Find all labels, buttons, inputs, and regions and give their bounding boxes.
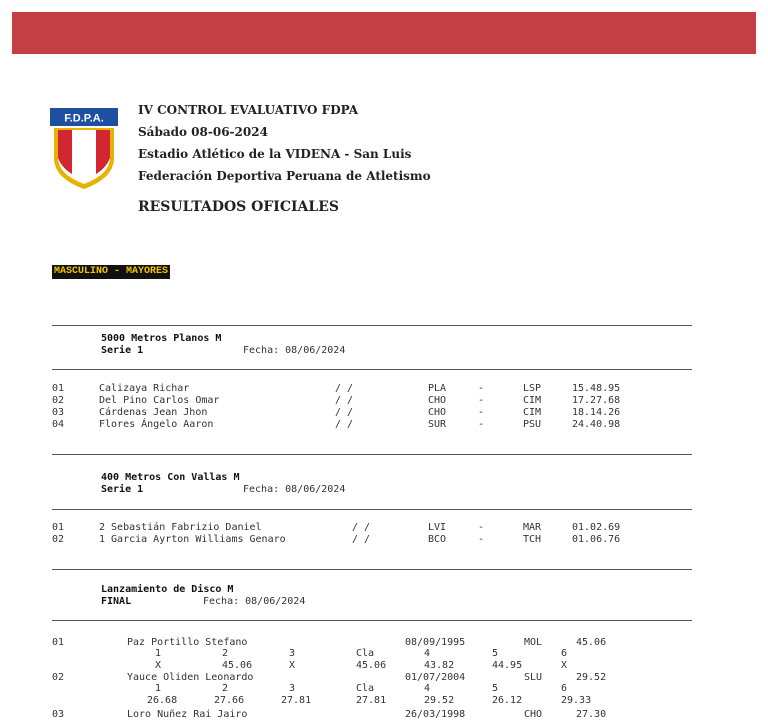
attempt-number: 6 (561, 683, 568, 694)
place: 03 (52, 407, 65, 418)
attempt-mark: X (561, 660, 568, 671)
attempt-mark: 26.68 (147, 695, 178, 706)
attempt-mark: 45.06 (356, 660, 387, 671)
divider (52, 509, 692, 510)
attempt-number: 3 (289, 648, 296, 659)
divider (52, 569, 692, 570)
mark: 29.52 (576, 672, 607, 683)
attempt-mark: 43.82 (424, 660, 455, 671)
region: LSP (523, 383, 542, 394)
birth-date: / / (335, 395, 354, 406)
event-round: Serie 1 (101, 484, 144, 495)
birth-date: / / (352, 534, 371, 545)
club: CHO (428, 395, 447, 406)
event-name: 5000 Metros Planos M (101, 333, 222, 344)
athlete-name: Del Pino Carlos Omar (99, 395, 220, 406)
event-date: Fecha: 08/06/2024 (243, 484, 346, 495)
club: SLU (524, 672, 543, 683)
attempt-mark: 45.06 (222, 660, 253, 671)
club: CHO (428, 407, 447, 418)
region: MAR (523, 522, 542, 533)
birth-date: / / (335, 383, 354, 394)
attempt-mark: 27.81 (281, 695, 312, 706)
birth-date: / / (335, 419, 354, 430)
club: CHO (524, 709, 543, 720)
event-date: Fecha: 08/06/2024 (243, 345, 346, 356)
separator: - (478, 419, 485, 430)
birth-date: / / (335, 407, 354, 418)
category-label: MASCULINO - MAYORES (54, 266, 169, 277)
club: MOL (524, 637, 543, 648)
attempt-number: 1 (155, 683, 162, 694)
athlete-name: Loro Nuñez Rai Jairo (127, 709, 248, 720)
athlete-name: Yauce Oliden Leonardo (127, 672, 254, 683)
place: 01 (52, 637, 65, 648)
attempt-number: 1 (155, 648, 162, 659)
attempt-number: 4 (424, 648, 431, 659)
place: 02 (52, 395, 65, 406)
attempt-number: Cla (356, 648, 375, 659)
attempt-number: Cla (356, 683, 375, 694)
attempt-number: 2 (222, 648, 229, 659)
mark: 17.27.68 (572, 395, 621, 406)
place: 01 (52, 383, 65, 394)
athlete-name: 2 Sebastián Fabrizio Daniel (99, 522, 262, 533)
event-name: 400 Metros Con Vallas M (101, 472, 240, 483)
place: 01 (52, 522, 65, 533)
mark: 27.30 (576, 709, 607, 720)
birth-date: 08/09/1995 (405, 637, 466, 648)
top-banner (12, 12, 756, 54)
event-round: Serie 1 (101, 345, 144, 356)
attempt-mark: X (155, 660, 162, 671)
mark: 24.40.98 (572, 419, 621, 430)
attempt-mark: 29.33 (561, 695, 592, 706)
event-round: FINAL (101, 596, 132, 607)
separator: - (478, 395, 485, 406)
athlete-name: Cárdenas Jean Jhon (99, 407, 208, 418)
attempt-number: 6 (561, 648, 568, 659)
mark: 01.02.69 (572, 522, 621, 533)
attempt-mark: 27.66 (214, 695, 245, 706)
attempt-mark: 29.52 (424, 695, 455, 706)
athlete-name: Calizaya Richar (99, 383, 190, 394)
attempt-number: 5 (492, 683, 499, 694)
club: LVI (428, 522, 447, 533)
region: CIM (523, 407, 542, 418)
mark: 01.06.76 (572, 534, 621, 545)
athlete-name: Paz Portillo Stefano (127, 637, 248, 648)
separator: - (478, 407, 485, 418)
attempt-mark: 27.81 (356, 695, 387, 706)
federation-name: Federación Deportiva Peruana de Atletismo (138, 169, 431, 183)
attempt-number: 4 (424, 683, 431, 694)
separator: - (478, 383, 485, 394)
attempt-mark: 26.12 (492, 695, 523, 706)
divider (52, 454, 692, 455)
athlete-name: 1 Garcia Ayrton Williams Genaro (99, 534, 286, 545)
attempt-number: 5 (492, 648, 499, 659)
attempt-mark: X (289, 660, 296, 671)
divider (52, 325, 692, 326)
divider (52, 369, 692, 370)
mark: 18.14.26 (572, 407, 621, 418)
event-date: Fecha: 08/06/2024 (203, 596, 306, 607)
region: CIM (523, 395, 542, 406)
meet-venue: Estadio Atlético de la VIDENA - San Luis (138, 147, 412, 161)
event-name: Lanzamiento de Disco M (101, 584, 234, 595)
results-subtitle: RESULTADOS OFICIALES (138, 199, 340, 215)
meet-title: IV CONTROL EVALUATIVO FDPA (138, 103, 359, 117)
separator: - (478, 534, 485, 545)
birth-date: 26/03/1998 (405, 709, 466, 720)
region: PSU (523, 419, 542, 430)
club: SUR (428, 419, 447, 430)
separator: - (478, 522, 485, 533)
mark: 15.48.95 (572, 383, 621, 394)
attempt-number: 3 (289, 683, 296, 694)
club: BCO (428, 534, 447, 545)
athlete-name: Flores Ángelo Aaron (99, 419, 214, 430)
region: TCH (523, 534, 542, 545)
attempt-mark: 44.95 (492, 660, 523, 671)
place: 04 (52, 419, 65, 430)
club: PLA (428, 383, 447, 394)
attempt-number: 2 (222, 683, 229, 694)
place: 02 (52, 672, 65, 683)
birth-date: 01/07/2004 (405, 672, 466, 683)
divider (52, 620, 692, 621)
meet-date: Sábado 08-06-2024 (138, 125, 268, 139)
mark: 45.06 (576, 637, 607, 648)
fdpa-shield-logo (50, 108, 118, 190)
birth-date: / / (352, 522, 371, 533)
place: 03 (52, 709, 65, 720)
place: 02 (52, 534, 65, 545)
logo-text: F.D.P.A. (64, 112, 104, 125)
